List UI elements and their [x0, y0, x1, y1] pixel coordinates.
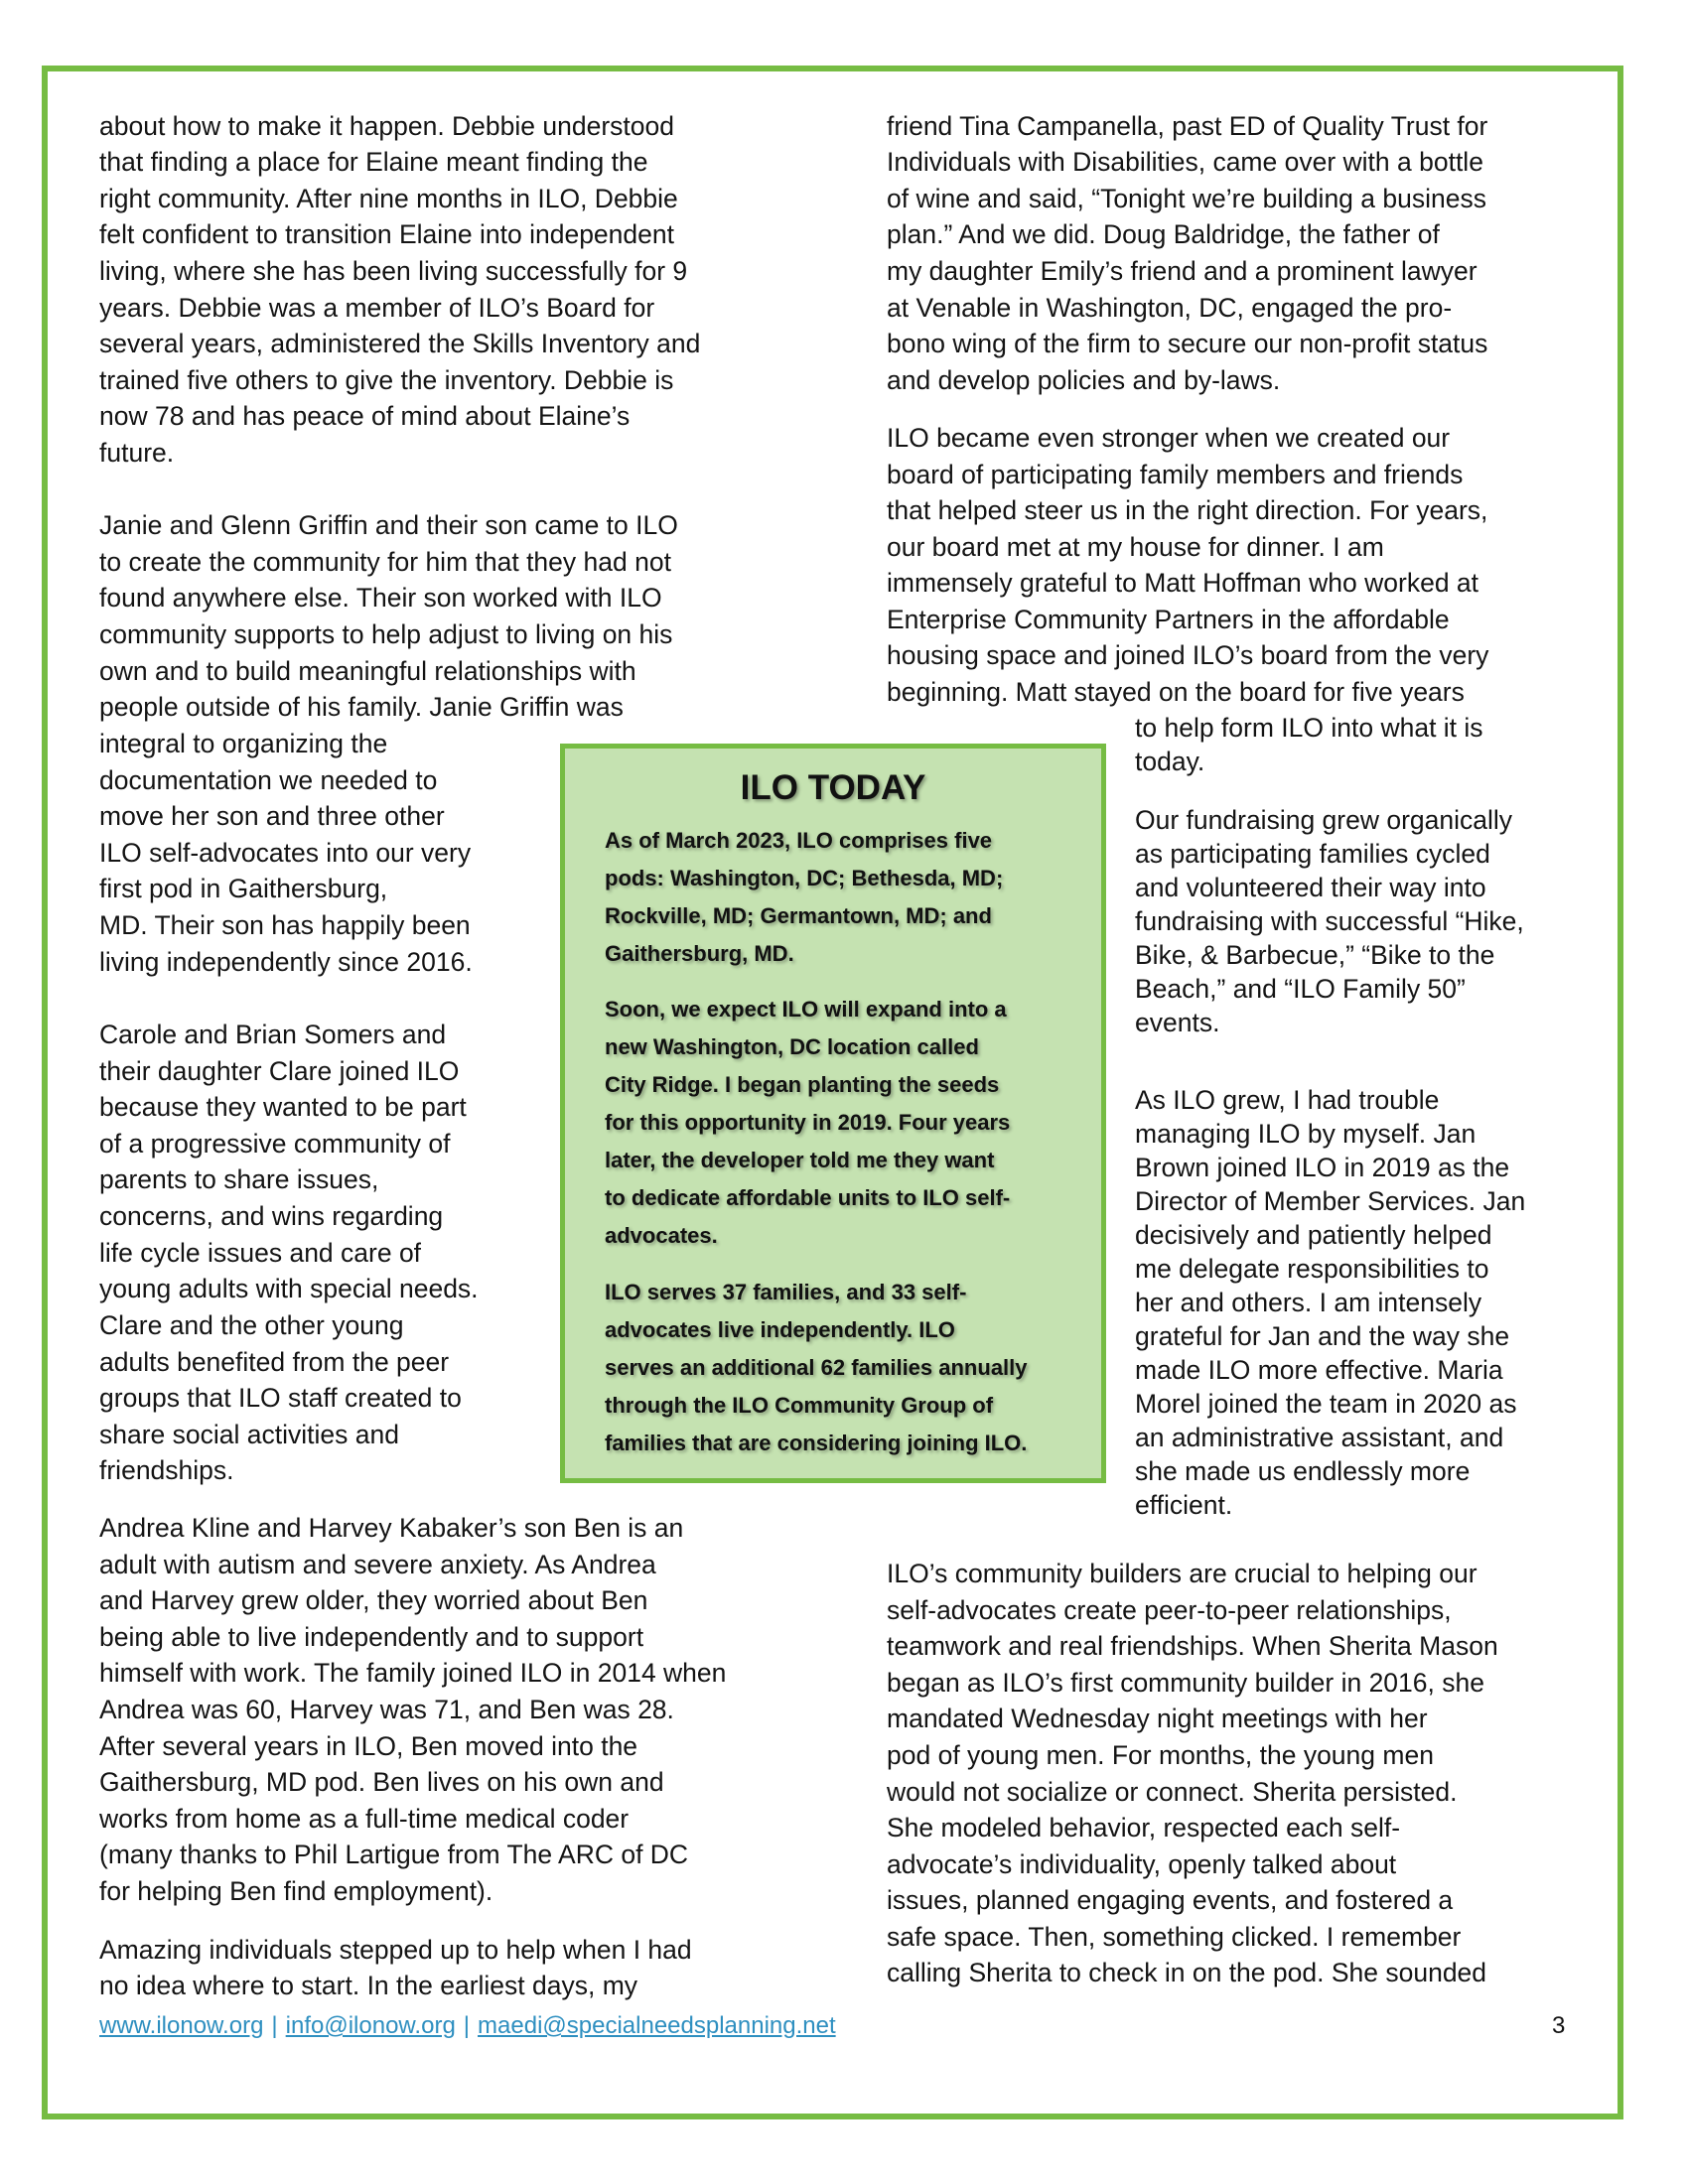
- text-line: adults benefited from the peer: [99, 1347, 450, 1377]
- text-line: my daughter Emily’s friend and a prominent lawyer: [887, 256, 1477, 286]
- sidebar-text-line: families that are considering joining ILO.: [605, 1431, 1028, 1455]
- text-line: She modeled behavior, respected each self-: [887, 1813, 1401, 1843]
- text-line: adult with autism and severe anxiety. As Andrea: [99, 1550, 656, 1579]
- text-line: life cycle issues and care of: [99, 1238, 422, 1268]
- text-line: concerns, and wins regarding: [99, 1201, 444, 1231]
- text-line: Bike, & Barbecue,” “Bike to the: [1135, 940, 1495, 970]
- footer-separator: |: [463, 2012, 471, 2039]
- sidebar-text-line: for this opportunity in 2019. Four years: [605, 1110, 1011, 1135]
- sidebar-text-line: pods: Washington, DC; Bethesda, MD;: [605, 866, 1004, 890]
- text-line: bono wing of the firm to secure our non-profit status: [887, 329, 1488, 358]
- text-line: As ILO grew, I had trouble: [1135, 1085, 1440, 1115]
- sidebar-text-line: advocates live independently. ILO: [605, 1317, 955, 1342]
- text-line: pod of young men. For months, the young men: [887, 1740, 1434, 1770]
- text-line: of wine and said, “Tonight we’re building a business: [887, 184, 1486, 213]
- website-link[interactable]: www.ilonow.org: [99, 2012, 264, 2039]
- ilo-today-title: ILO TODAY: [740, 768, 926, 807]
- text-line: and develop policies and by-laws.: [887, 365, 1281, 395]
- text-line: about how to make it happen. Debbie understood: [99, 111, 674, 141]
- text-line: being able to live independently and to support: [99, 1622, 644, 1652]
- page-number: 3: [1552, 2012, 1566, 2039]
- text-line: Morel joined the team in 2020 as: [1135, 1389, 1517, 1419]
- text-line: an administrative assistant, and: [1135, 1423, 1504, 1452]
- text-line: first pod in Gaithersburg,: [99, 874, 388, 903]
- sidebar-text-line: As of March 2023, ILO comprises five: [605, 828, 993, 853]
- text-line: MD. Their son has happily been: [99, 910, 471, 940]
- text-line: own and to build meaningful relationships with: [99, 656, 636, 686]
- text-line: move her son and three other: [99, 801, 445, 831]
- text-line: Enterprise Community Partners in the affordable: [887, 605, 1450, 634]
- sidebar-text-line: later, the developer told me they want: [605, 1148, 995, 1172]
- text-line: right community. After nine months in ILO, Debbie: [99, 184, 678, 213]
- text-line: Clare and the other young: [99, 1310, 404, 1340]
- text-line: documentation we needed to: [99, 765, 438, 795]
- text-line: to create the community for him that they had not: [99, 547, 671, 577]
- text-line: decisively and patiently helped: [1135, 1220, 1492, 1250]
- text-line: self-advocates create peer-to-peer relationships,: [887, 1595, 1452, 1625]
- text-line: found anywhere else. Their son worked with ILO: [99, 583, 662, 613]
- text-line: Amazing individuals stepped up to help when I had: [99, 1935, 692, 1965]
- text-line: teamwork and real friendships. When Sherita Mason: [887, 1631, 1498, 1661]
- text-line: to help form ILO into what it is: [1135, 713, 1483, 743]
- text-line: people outside of his family. Janie Griffin was: [99, 692, 624, 722]
- sidebar-text-line: ILO serves 37 families, and 33 self-: [605, 1280, 967, 1304]
- text-line: she made us endlessly more: [1135, 1456, 1471, 1486]
- text-line: Director of Member Services. Jan: [1135, 1186, 1526, 1216]
- text-line: After several years in ILO, Ben moved into the: [99, 1731, 638, 1761]
- text-line: Our fundraising grew organically: [1135, 805, 1513, 835]
- text-line: plan.” And we did. Doug Baldridge, the father of: [887, 219, 1440, 249]
- text-line: board of participating family members and friends: [887, 460, 1464, 489]
- text-line: several years, administered the Skills Inventory and: [99, 329, 701, 358]
- text-line: began as ILO’s first community builder in 2016, she: [887, 1668, 1484, 1698]
- text-line: works from home as a full-time medical coder: [99, 1804, 630, 1834]
- text-line: Carole and Brian Somers and: [99, 1020, 447, 1049]
- sidebar-text-line: Soon, we expect ILO will expand into a: [605, 997, 1007, 1022]
- text-line: beginning. Matt stayed on the board for five years: [887, 677, 1465, 707]
- ilo-today-sidebar-box: [560, 744, 1106, 1483]
- text-line: and volunteered their way into: [1135, 873, 1486, 902]
- sidebar-text-line: serves an additional 62 families annually: [605, 1355, 1028, 1380]
- text-line: that helped steer us in the right direction. For years,: [887, 495, 1488, 525]
- text-line: would not socialize or connect. Sherita persisted.: [887, 1777, 1458, 1807]
- maedi-email-link[interactable]: maedi@specialneedsplanning.net: [478, 2012, 836, 2039]
- footer-separator: |: [271, 2012, 278, 2039]
- text-line: young adults with special needs.: [99, 1274, 479, 1303]
- text-line: no idea where to start. In the earliest days, my: [99, 1971, 638, 2000]
- text-line: trained five others to give the inventory. Debbie is: [99, 365, 674, 395]
- text-line: felt confident to transition Elaine into independent: [99, 219, 674, 249]
- text-line: grateful for Jan and the way she: [1135, 1321, 1510, 1351]
- text-line: their daughter Clare joined ILO: [99, 1056, 460, 1086]
- text-line: safe space. Then, something clicked. I remember: [887, 1922, 1462, 1952]
- text-line: our board met at my house for dinner. I am: [887, 532, 1384, 562]
- text-line: ILO self-advocates into our very: [99, 838, 472, 868]
- text-line: her and others. I am intensely: [1135, 1288, 1482, 1317]
- text-line: mandated Wednesday night meetings with her: [887, 1704, 1428, 1733]
- text-line: Janie and Glenn Griffin and their son came to ILO: [99, 510, 678, 540]
- text-line: advocate’s individuality, openly talked about: [887, 1849, 1397, 1879]
- text-line: me delegate responsibilities to: [1135, 1254, 1489, 1284]
- text-line: as participating families cycled: [1135, 839, 1490, 869]
- text-line: ILO became even stronger when we created our: [887, 423, 1451, 453]
- text-line: immensely grateful to Matt Hoffman who worked at: [887, 568, 1479, 598]
- text-line: today.: [1135, 747, 1205, 776]
- text-line: himself with work. The family joined ILO in 2014 when: [99, 1658, 727, 1688]
- text-line: efficient.: [1135, 1490, 1233, 1520]
- text-line: for helping Ben find employment).: [99, 1876, 493, 1906]
- text-line: at Venable in Washington, DC, engaged the pro-: [887, 293, 1453, 323]
- text-line: of a progressive community of: [99, 1129, 451, 1159]
- text-line: made ILO more effective. Maria: [1135, 1355, 1503, 1385]
- text-line: Brown joined ILO in 2019 as the: [1135, 1153, 1510, 1182]
- text-line: parents to share issues,: [99, 1164, 379, 1194]
- text-line: share social activities and: [99, 1420, 399, 1449]
- text-line: groups that ILO staff created to: [99, 1383, 462, 1413]
- text-line: Beach,” and “ILO Family 50”: [1135, 974, 1466, 1004]
- text-line: managing ILO by myself. Jan: [1135, 1119, 1477, 1149]
- sidebar-text-line: through the ILO Community Group of: [605, 1393, 994, 1418]
- sidebar-text-line: to dedicate affordable units to ILO self-: [605, 1185, 1011, 1210]
- text-line: integral to organizing the: [99, 729, 388, 758]
- text-line: calling Sherita to check in on the pod. She sounded: [887, 1958, 1487, 1987]
- sidebar-text-line: City Ridge. I began planting the seeds: [605, 1072, 1000, 1097]
- text-line: that finding a place for Elaine meant finding the: [99, 147, 648, 177]
- text-line: living independently since 2016.: [99, 947, 473, 977]
- text-line: living, where she has been living successfully for 9: [99, 256, 688, 286]
- sidebar-text-line: Rockville, MD; Germantown, MD; and: [605, 903, 992, 928]
- text-line: ILO’s community builders are crucial to helping our: [887, 1559, 1477, 1588]
- text-line: (many thanks to Phil Lartigue from The ARC of DC: [99, 1840, 689, 1869]
- text-line: because they wanted to be part: [99, 1092, 467, 1122]
- text-line: events.: [1135, 1008, 1220, 1037]
- text-line: now 78 and has peace of mind about Elaine’s: [99, 401, 631, 431]
- text-line: years. Debbie was a member of ILO’s Board for: [99, 293, 655, 323]
- text-line: and Harvey grew older, they worried about Ben: [99, 1585, 648, 1615]
- text-line: Gaithersburg, MD pod. Ben lives on his own and: [99, 1767, 664, 1797]
- text-line: friend Tina Campanella, past ED of Quality Trust for: [887, 111, 1488, 141]
- text-line: friendships.: [99, 1455, 234, 1485]
- info-email-link[interactable]: info@ilonow.org: [285, 2012, 456, 2039]
- sidebar-text-line: advocates.: [605, 1223, 718, 1248]
- text-line: community supports to help adjust to living on his: [99, 619, 673, 649]
- text-line: issues, planned engaging events, and fostered a: [887, 1885, 1454, 1915]
- text-line: Andrea was 60, Harvey was 71, and Ben was 28.: [99, 1695, 674, 1724]
- text-line: Individuals with Disabilities, came over with a bottle: [887, 147, 1483, 177]
- text-line: housing space and joined ILO’s board from the very: [887, 640, 1489, 670]
- footer-links: [99, 2012, 836, 2040]
- sidebar-text-line: Gaithersburg, MD.: [605, 941, 794, 966]
- text-line: future.: [99, 438, 175, 468]
- text-line: fundraising with successful “Hike,: [1135, 906, 1524, 936]
- text-line: Andrea Kline and Harvey Kabaker’s son Ben is an: [99, 1513, 684, 1543]
- sidebar-text-line: new Washington, DC location called: [605, 1034, 979, 1059]
